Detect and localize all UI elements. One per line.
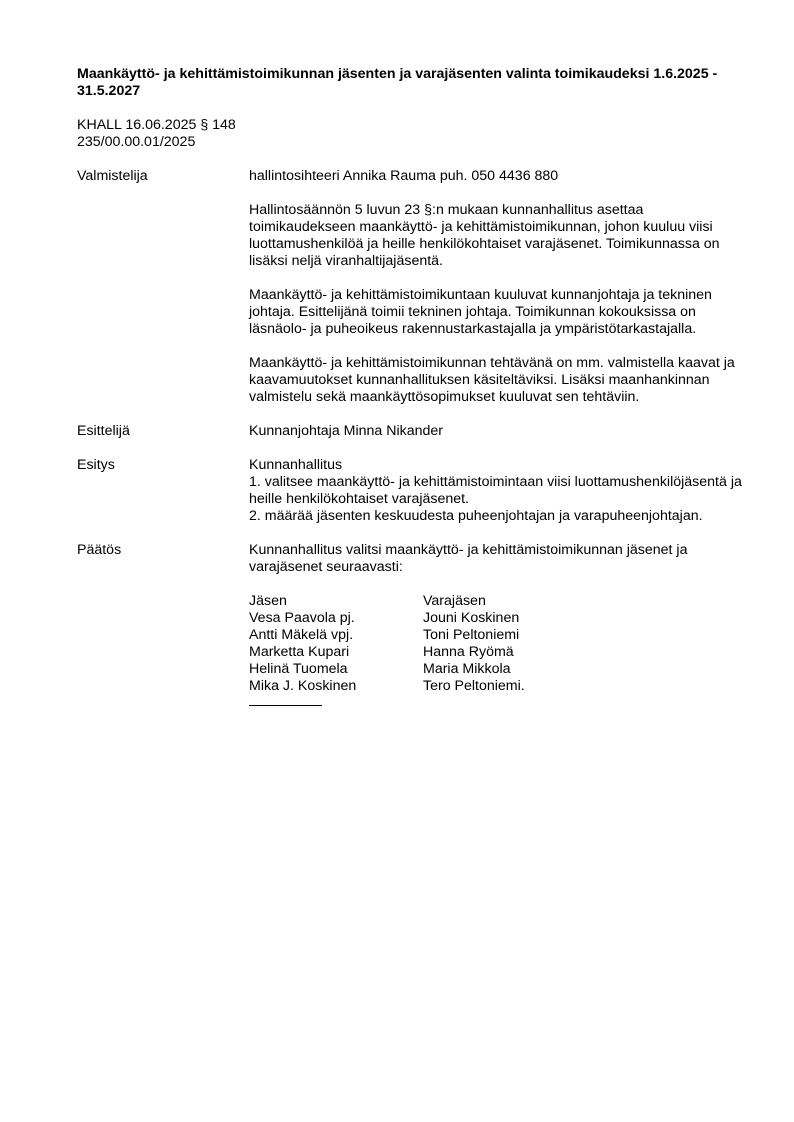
deputy-name: Toni Peltoniemi xyxy=(423,627,520,643)
section-content xyxy=(249,168,747,406)
member-name: Helinä Tuomela xyxy=(249,661,348,677)
column-header-member: Jäsen xyxy=(249,593,287,609)
presenter-line: Kunnanjohtaja Minna Nikander xyxy=(249,423,444,439)
section-label: Esittelijä xyxy=(77,423,130,439)
proposal-line: Kunnanhallitus xyxy=(249,457,343,473)
paragraph: Maankäyttö- ja kehittämistoimikunnan tehtävänä on mm. valmistella kaavat ja kaavamuutokset kunnanhallituksen käsiteltäviksi. Lisäksi maanhankinnan valmistelu sekä maankäyttösopimukset kuuluvat sen tehtäviin. xyxy=(249,355,735,405)
member-name: Vesa Paavola pj. xyxy=(249,610,355,626)
section-content xyxy=(249,542,747,706)
section-label: Valmistelija xyxy=(77,168,148,184)
deputy-name: Hanna Ryömä xyxy=(423,644,514,660)
proposal-line: 1. valitsee maankäyttö- ja kehittämistoimintaan viisi luottamushenkilöjäsentä ja heille henkilökohtaiset varajäsenet. xyxy=(249,474,742,507)
document-title: Maankäyttö- ja kehittämistoimikunnan jäsenten ja varajäsenten valinta toimikaudeksi 1.6.2025 - 31.5.2027 xyxy=(77,66,718,99)
column-header-deputy: Varajäsen xyxy=(423,593,486,609)
paragraph: Hallintosäännön 5 luvun 23 §:n mukaan kunnanhallitus asettaa toimikaudekseen maankäyttö- ja kehittämistoimikunnan, johon kuuluu viisi luottamushenkilöä ja heille henkilökohtaiset varajäsenet. Toimikunnassa on lisäksi neljä viranhaltijajäsentä. xyxy=(249,202,720,269)
section-valmistelija xyxy=(77,168,747,406)
preparer-line: hallintosihteeri Annika Rauma puh. 050 4436 880 xyxy=(249,168,559,184)
section-paatos xyxy=(77,542,747,706)
document-page xyxy=(77,66,747,706)
deputy-name: Tero Peltoniemi. xyxy=(423,678,525,694)
member-name: Antti Mäkelä vpj. xyxy=(249,627,354,643)
members-table xyxy=(249,593,747,695)
meeting-reference xyxy=(77,117,747,151)
meeting-section-ref: KHALL 16.06.2025 § 148 xyxy=(77,117,236,133)
section-esitys xyxy=(77,457,747,525)
member-name: Marketta Kupari xyxy=(249,644,350,660)
member-name: Mika J. Koskinen xyxy=(249,678,357,694)
section-esittelija xyxy=(77,423,747,440)
decision-intro: Kunnanhallitus valitsi maankäyttö- ja kehittämistoimikunnan jäsenet ja varajäsenet seuraavasti: xyxy=(249,542,688,575)
paragraph: Maankäyttö- ja kehittämistoimikuntaan kuuluvat kunnanjohtaja ja tekninen johtaja. Esittelijänä toimii tekninen johtaja. Toimikunnan kokouksissa on läsnäolo- ja puheoikeus rakennustarkastajalla ja ympäristötarkastajalla. xyxy=(249,287,712,337)
proposal-line: 2. määrää jäsenten keskuudesta puheenjohtajan ja varapuheenjohtajan. xyxy=(249,508,703,524)
deputy-name: Maria Mikkola xyxy=(423,661,511,677)
deputy-name: Jouni Koskinen xyxy=(423,610,520,626)
end-rule xyxy=(249,695,322,706)
record-number: 235/00.00.01/2025 xyxy=(77,134,196,150)
section-label: Esitys xyxy=(77,457,115,473)
section-label: Päätös xyxy=(77,542,122,558)
section-content xyxy=(249,423,747,440)
section-content xyxy=(249,457,747,525)
